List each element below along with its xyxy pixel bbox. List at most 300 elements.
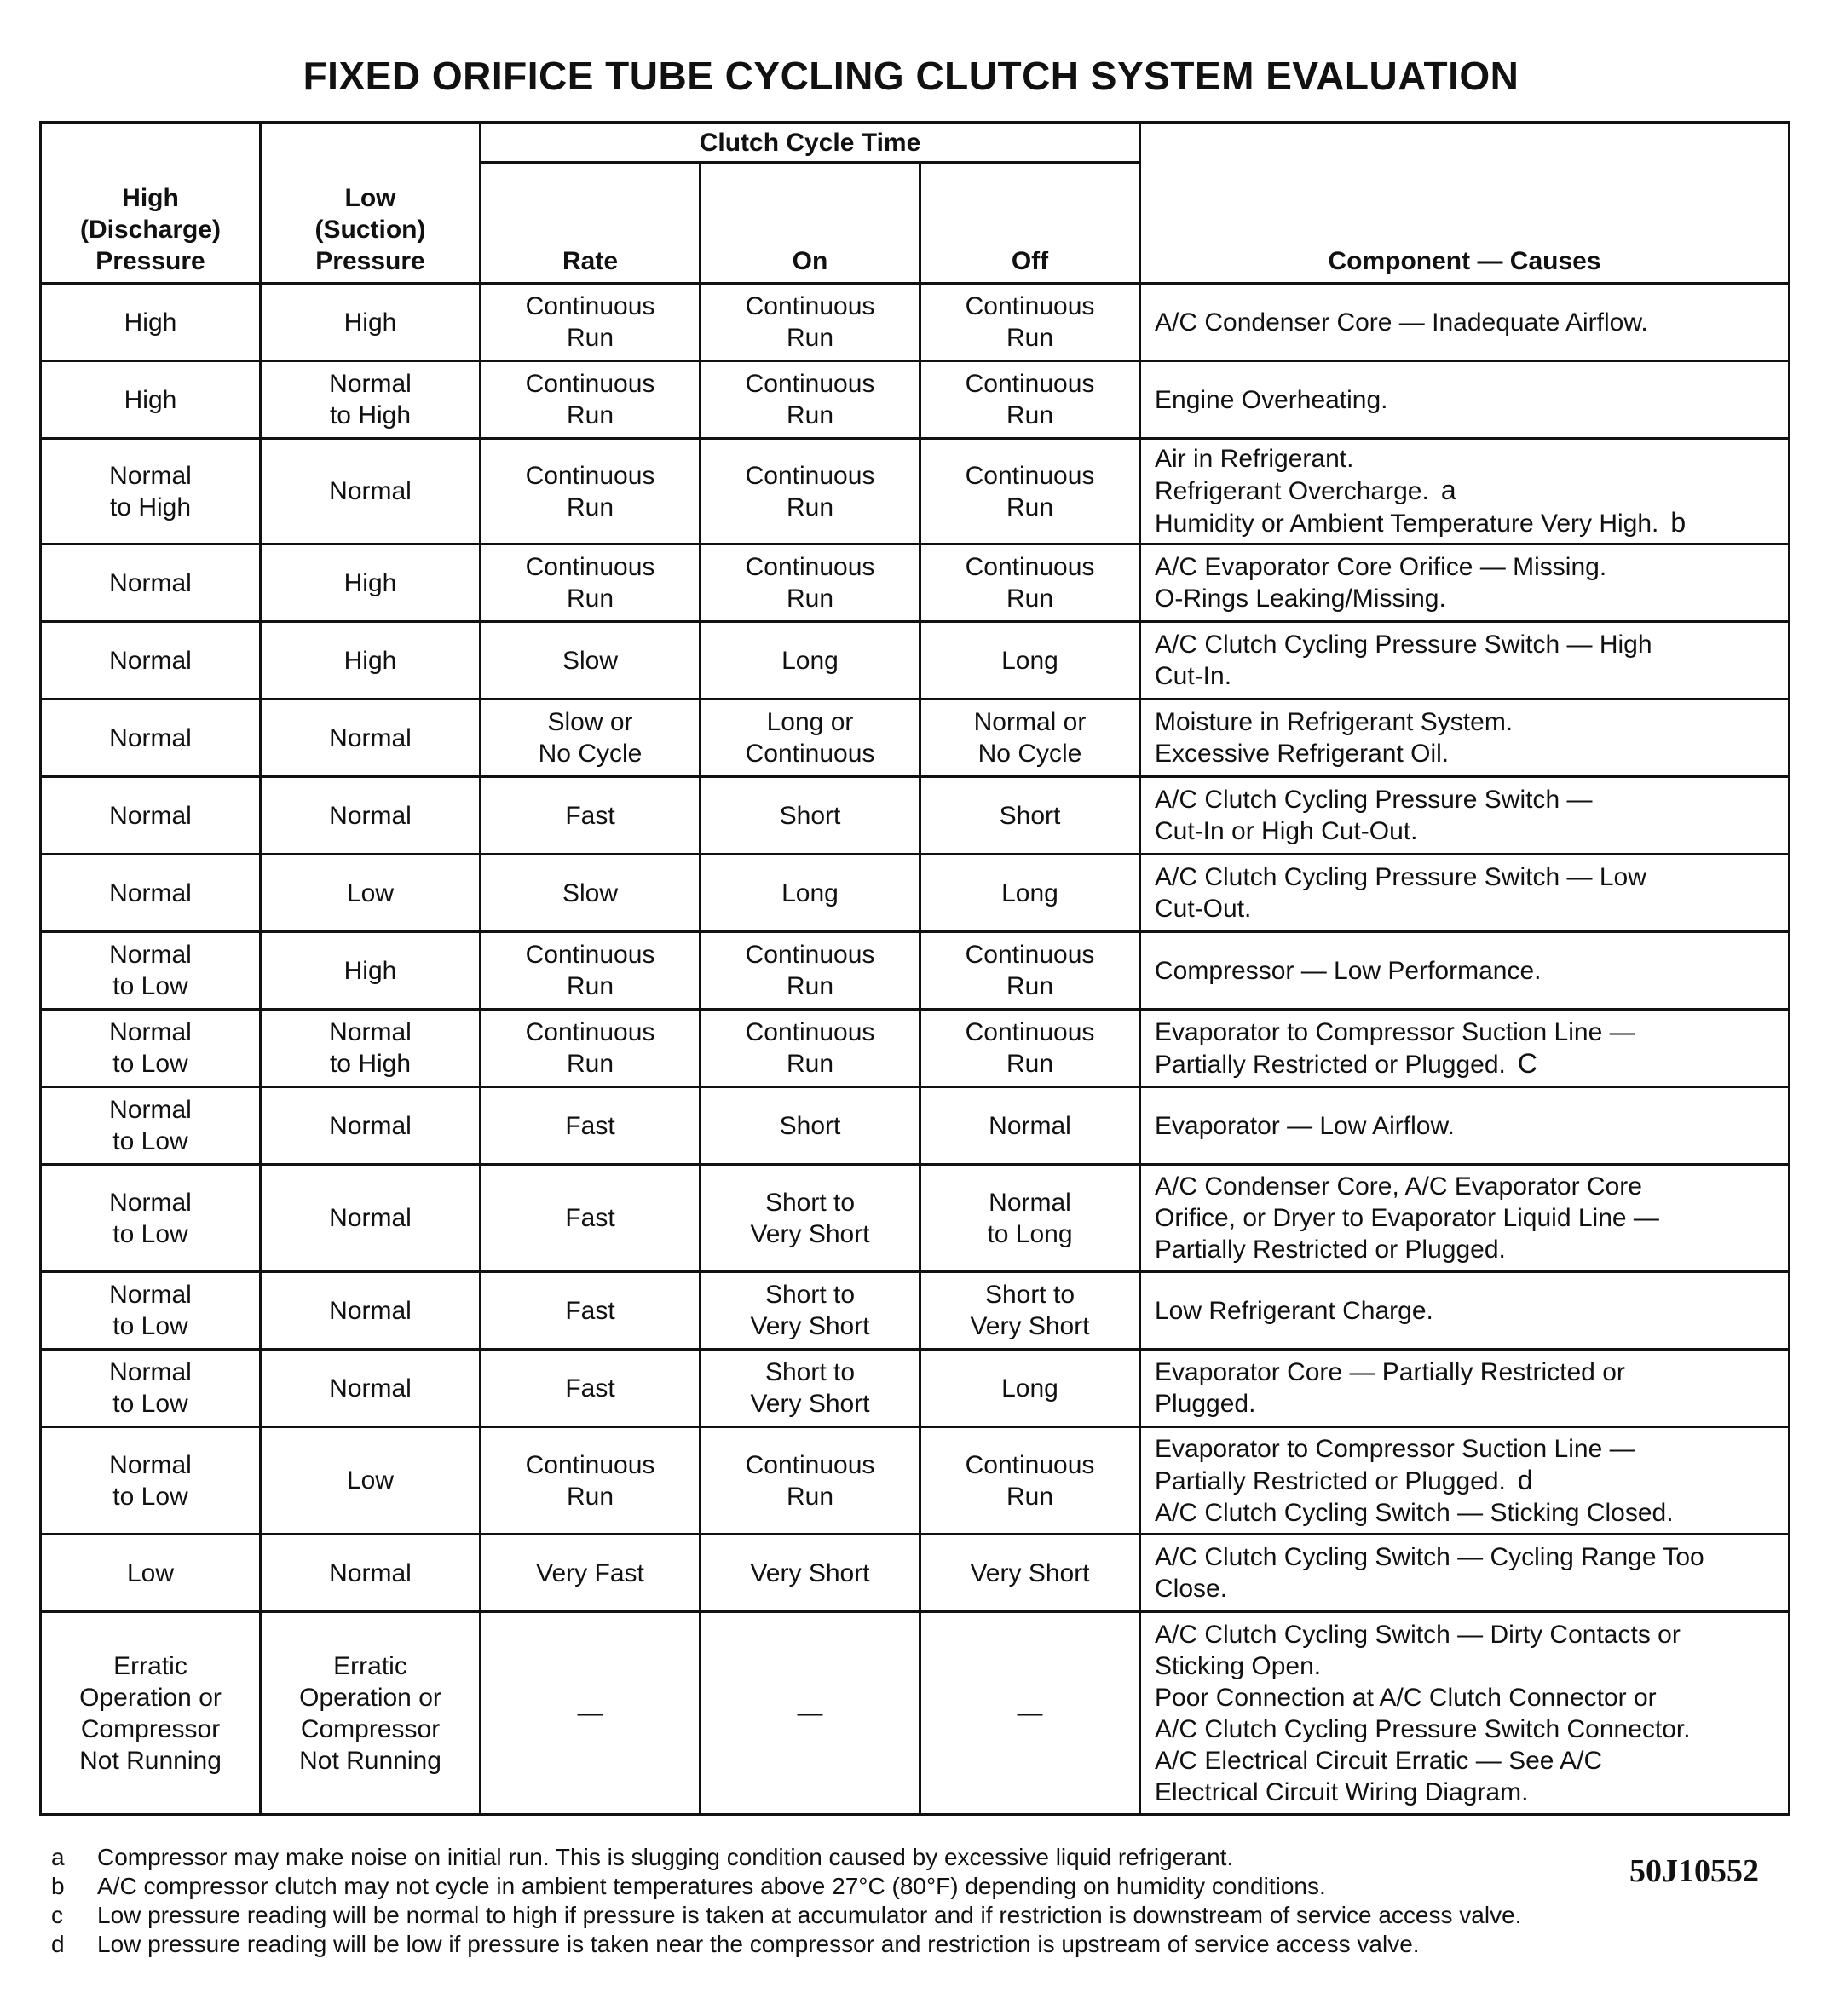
- off-cell: [920, 1010, 1140, 1087]
- low-pressure-cell: [261, 544, 481, 622]
- cause-line: [1155, 1650, 1781, 1682]
- cause-line: [1155, 507, 1781, 539]
- page-title: FIXED ORIFICE TUBE CYCLING CLUTCH SYSTEM EVALUATION: [303, 54, 1519, 98]
- on-cell: [701, 1427, 920, 1535]
- cause-text: Evaporator to Compressor Suction Line —: [1155, 1434, 1635, 1463]
- header-low-line: Low: [344, 184, 396, 212]
- cell-line: Long: [781, 878, 839, 907]
- cell-line: to Low: [112, 1050, 188, 1078]
- footnote-row: [51, 1901, 1790, 1930]
- footnote-row: [51, 1930, 1790, 1959]
- cell-line: High: [124, 308, 177, 337]
- cause-line: [1155, 1388, 1781, 1420]
- cause-line: [1155, 583, 1781, 614]
- cell-line: Compressor: [300, 1714, 441, 1743]
- cell-line: Slow: [562, 878, 619, 907]
- cause-text: A/C Condenser Core — Inadequate Airflow.: [1155, 308, 1648, 337]
- table-row: [41, 700, 1790, 777]
- cell-line: Run: [1006, 585, 1054, 613]
- footnote-text: Compressor may make noise on initial run. This is slugging condition caused by excessive liquid refrigerant.: [97, 1844, 1234, 1870]
- cause-line: [1155, 660, 1781, 692]
- cell-line: Long: [1001, 646, 1058, 675]
- cell-line: Compressor: [80, 1714, 221, 1743]
- cause-text: Cut-Out.: [1155, 895, 1252, 923]
- high-pressure-cell: [41, 777, 261, 855]
- cause-text: A/C Clutch Cycling Pressure Switch —: [1155, 786, 1593, 814]
- cause-text: O-Rings Leaking/Missing.: [1155, 585, 1446, 613]
- cause-line: [1155, 1017, 1781, 1048]
- cell-line: Low: [346, 1466, 395, 1495]
- cell-line: Continuous: [965, 461, 1095, 490]
- rate-cell: [481, 1612, 701, 1815]
- cause-line: [1155, 384, 1781, 416]
- cell-line: Normal: [109, 461, 192, 490]
- cause-line: [1155, 307, 1781, 338]
- cell-line: Normal: [329, 1111, 412, 1140]
- footnote-letter: a: [51, 1844, 65, 1870]
- cause-text: Evaporator Core — Partially Restricted or: [1155, 1358, 1625, 1386]
- cause-cell: [1140, 1165, 1790, 1272]
- cell-line: Run: [566, 1050, 614, 1078]
- cause-text: Partially Restricted or Plugged.: [1155, 1466, 1506, 1495]
- cause-cell: [1140, 1612, 1790, 1815]
- cell-line: Normal: [329, 1296, 412, 1325]
- cell-line: Run: [786, 585, 834, 613]
- cell-line: Normal or: [973, 708, 1087, 736]
- cause-line: [1155, 1465, 1781, 1497]
- cell-line: High: [343, 646, 397, 675]
- high-pressure-cell: [41, 1535, 261, 1612]
- high-pressure-cell: [41, 1427, 261, 1535]
- cell-line: Continuous: [965, 1018, 1095, 1046]
- cell-line: Normal: [109, 941, 192, 969]
- cause-cell: [1140, 1272, 1790, 1350]
- cell-line: High: [124, 385, 177, 414]
- off-cell: [920, 1087, 1140, 1165]
- cell-line: Run: [786, 324, 834, 352]
- cell-line: Low: [346, 878, 395, 907]
- footnote-marker: b: [1670, 507, 1687, 538]
- cause-text: Orifice, or Dryer to Evaporator Liquid Line —: [1155, 1204, 1659, 1232]
- cell-line: Normal: [109, 646, 192, 675]
- cause-line: [1155, 706, 1781, 738]
- cell-line: Normal: [329, 1374, 412, 1403]
- cell-line: Normal: [329, 801, 412, 830]
- cause-line: [1155, 815, 1781, 847]
- cell-line: Normal: [109, 1281, 192, 1309]
- cell-line: Erratic: [113, 1651, 187, 1680]
- rate-cell: [481, 1087, 701, 1165]
- table-row: [41, 1612, 1790, 1815]
- on-cell: [701, 1272, 920, 1350]
- cell-line: to Low: [112, 1219, 188, 1248]
- cell-line: —: [797, 1699, 823, 1727]
- cause-cell: [1140, 777, 1790, 855]
- cell-line: No Cycle: [538, 740, 643, 768]
- cell-line: Continuous: [745, 553, 875, 581]
- header-high-line: High: [122, 184, 179, 212]
- cell-line: High: [343, 308, 397, 337]
- cause-cell: [1140, 439, 1790, 544]
- rate-cell: [481, 1010, 701, 1087]
- header-rate: Rate: [481, 163, 701, 284]
- high-pressure-cell: [41, 622, 261, 700]
- on-cell: [701, 284, 920, 361]
- cause-line: [1155, 955, 1781, 987]
- low-pressure-cell: [261, 855, 481, 932]
- cell-line: Normal: [989, 1111, 1071, 1140]
- cause-cell: [1140, 1427, 1790, 1535]
- low-pressure-cell: [261, 284, 481, 361]
- cell-line: Normal: [329, 723, 412, 752]
- cell-line: Short to: [984, 1281, 1075, 1309]
- header-high-line: (Discharge): [79, 216, 222, 244]
- cell-line: to Low: [112, 1127, 188, 1155]
- on-cell: [701, 1350, 920, 1427]
- cause-line: [1155, 738, 1781, 769]
- cell-line: Continuous: [745, 292, 875, 320]
- cause-text: Partially Restricted or Plugged.: [1155, 1050, 1506, 1079]
- off-cell: [920, 439, 1140, 544]
- cause-line: [1155, 1356, 1781, 1388]
- table-row: [41, 1165, 1790, 1272]
- cause-line: [1155, 629, 1781, 660]
- cause-text: Evaporator — Low Airflow.: [1155, 1111, 1455, 1140]
- header-on: On: [701, 163, 920, 284]
- off-cell: [920, 361, 1140, 439]
- on-cell: [701, 855, 920, 932]
- cell-line: Continuous: [525, 1450, 655, 1479]
- high-pressure-cell: [41, 284, 261, 361]
- cell-line: to Low: [112, 1390, 188, 1418]
- cell-line: to Long: [987, 1219, 1073, 1248]
- rate-cell: [481, 361, 701, 439]
- cell-line: Fast: [565, 1111, 615, 1140]
- cause-cell: [1140, 700, 1790, 777]
- high-pressure-cell: [41, 1165, 261, 1272]
- footnote-row: [51, 1843, 1790, 1872]
- cause-text: Sticking Open.: [1155, 1651, 1322, 1680]
- cause-line: [1155, 551, 1781, 583]
- cell-line: Normal: [109, 1018, 192, 1046]
- low-pressure-cell: [261, 1165, 481, 1272]
- cause-line: [1155, 1110, 1781, 1142]
- cell-line: Continuous: [525, 941, 655, 969]
- cell-line: Run: [566, 972, 614, 1000]
- cause-line: [1155, 1619, 1781, 1650]
- cell-line: Fast: [565, 1374, 615, 1403]
- low-pressure-cell: [261, 439, 481, 544]
- cell-line: Long: [1001, 878, 1058, 907]
- table-row: [41, 284, 1790, 361]
- off-cell: [920, 777, 1140, 855]
- cause-cell: [1140, 855, 1790, 932]
- cell-line: to Low: [112, 972, 188, 1000]
- low-pressure-cell: [261, 1010, 481, 1087]
- cell-line: Continuous: [965, 553, 1095, 581]
- footnote-marker: C: [1517, 1047, 1537, 1079]
- cell-line: Run: [566, 324, 614, 352]
- high-pressure-cell: [41, 439, 261, 544]
- cell-line: Continuous: [965, 941, 1095, 969]
- rate-cell: [481, 1427, 701, 1535]
- cause-line: [1155, 1171, 1781, 1202]
- cell-line: Long or: [766, 708, 854, 736]
- cell-line: Run: [1006, 401, 1054, 429]
- cause-line: [1155, 1497, 1781, 1529]
- low-pressure-cell: [261, 1612, 481, 1815]
- low-pressure-cell: [261, 1350, 481, 1427]
- cause-cell: [1140, 932, 1790, 1010]
- cell-line: to High: [329, 1050, 412, 1078]
- cause-line: [1155, 893, 1781, 924]
- cell-line: —: [577, 1699, 603, 1727]
- cell-line: Short to: [764, 1281, 856, 1309]
- cell-line: Not Running: [79, 1746, 222, 1775]
- on-cell: [701, 932, 920, 1010]
- cause-text: Plugged.: [1155, 1390, 1256, 1418]
- cell-line: Normal: [109, 568, 192, 597]
- cell-line: to High: [329, 401, 412, 429]
- table-row: [41, 1087, 1790, 1165]
- cell-line: Normal: [109, 1188, 192, 1217]
- cell-line: Slow or: [547, 708, 633, 736]
- cell-line: to Low: [112, 1482, 188, 1511]
- table-row: [41, 1272, 1790, 1350]
- rate-cell: [481, 1165, 701, 1272]
- off-cell: [920, 544, 1140, 622]
- off-cell: [920, 932, 1140, 1010]
- cell-line: Normal: [109, 1450, 192, 1479]
- off-cell: [920, 1272, 1140, 1350]
- rate-cell: [481, 439, 701, 544]
- high-pressure-cell: [41, 855, 261, 932]
- cell-line: Continuous: [525, 1018, 655, 1046]
- cause-line: [1155, 443, 1781, 475]
- cause-line: [1155, 784, 1781, 815]
- on-cell: [701, 439, 920, 544]
- cause-text: Air in Refrigerant.: [1155, 445, 1354, 473]
- cause-text: Cut-In.: [1155, 662, 1232, 690]
- cell-line: Continuous: [745, 461, 875, 490]
- cell-line: Run: [1006, 1050, 1054, 1078]
- header-low-line: Pressure: [315, 247, 425, 275]
- cell-line: Short to: [764, 1358, 856, 1386]
- table-row: [41, 439, 1790, 544]
- cause-text: Low Refrigerant Charge.: [1155, 1296, 1433, 1325]
- cell-line: Operation or: [79, 1683, 222, 1712]
- cell-line: Continuous: [525, 292, 655, 320]
- cell-line: Run: [1006, 324, 1054, 352]
- low-pressure-cell: [261, 622, 481, 700]
- high-pressure-cell: [41, 1087, 261, 1165]
- cell-line: Normal: [109, 1096, 192, 1124]
- cell-line: High: [343, 568, 397, 597]
- cell-line: Normal: [109, 878, 192, 907]
- low-pressure-cell: [261, 361, 481, 439]
- cause-line: [1155, 1714, 1781, 1745]
- table-body: [41, 284, 1790, 1815]
- on-cell: [701, 361, 920, 439]
- cause-text: A/C Clutch Cycling Switch — Cycling Range Too: [1155, 1543, 1704, 1571]
- cause-cell: [1140, 544, 1790, 622]
- low-pressure-cell: [261, 1272, 481, 1350]
- cell-line: Continuous: [745, 1450, 875, 1479]
- cause-cell: [1140, 1010, 1790, 1087]
- rate-cell: [481, 284, 701, 361]
- cause-cell: [1140, 361, 1790, 439]
- rate-cell: [481, 855, 701, 932]
- footnotes: [51, 1843, 1790, 1959]
- cell-line: Continuous: [965, 292, 1095, 320]
- cause-cell: [1140, 1535, 1790, 1612]
- cell-line: Very Fast: [536, 1558, 644, 1587]
- cell-line: Normal: [109, 1358, 192, 1386]
- cell-line: Very Short: [970, 1558, 1090, 1587]
- off-cell: [920, 1350, 1140, 1427]
- cell-line: Normal: [109, 801, 192, 830]
- cell-line: Run: [1006, 972, 1054, 1000]
- cell-line: Slow: [562, 646, 619, 675]
- footnote-letter: c: [51, 1902, 63, 1928]
- off-cell: [920, 700, 1140, 777]
- rate-cell: [481, 932, 701, 1010]
- cause-text: A/C Clutch Cycling Pressure Switch — High: [1155, 631, 1652, 659]
- table-row: [41, 1010, 1790, 1087]
- cause-line: [1155, 1202, 1781, 1234]
- cause-text: Poor Connection at A/C Clutch Connector or: [1155, 1683, 1657, 1712]
- high-pressure-cell: [41, 361, 261, 439]
- cell-line: Long: [1001, 1374, 1058, 1403]
- on-cell: [701, 1087, 920, 1165]
- rate-cell: [481, 1272, 701, 1350]
- high-pressure-cell: [41, 932, 261, 1010]
- cause-text: Humidity or Ambient Temperature Very High.: [1155, 510, 1659, 538]
- cell-line: Run: [566, 585, 614, 613]
- high-pressure-cell: [41, 1272, 261, 1350]
- on-cell: [701, 544, 920, 622]
- cause-line: [1155, 1745, 1781, 1777]
- cause-text: A/C Electrical Circuit Erratic — See A/C: [1155, 1746, 1603, 1775]
- cause-line: [1155, 1541, 1781, 1573]
- cell-line: Run: [1006, 1482, 1054, 1511]
- low-pressure-cell: [261, 932, 481, 1010]
- off-cell: [920, 1535, 1140, 1612]
- on-cell: [701, 777, 920, 855]
- header-clutch-cycle-time: Clutch Cycle Time: [481, 123, 1140, 163]
- cause-text: Partially Restricted or Plugged.: [1155, 1236, 1506, 1264]
- on-cell: [701, 1165, 920, 1272]
- table-row: [41, 777, 1790, 855]
- cell-line: Run: [786, 972, 834, 1000]
- cause-text: A/C Clutch Cycling Pressure Switch Connector.: [1155, 1714, 1691, 1743]
- cell-line: Run: [786, 1050, 834, 1078]
- cell-line: Very Short: [970, 1312, 1090, 1340]
- cause-line: [1155, 1048, 1781, 1080]
- on-cell: [701, 1535, 920, 1612]
- footnote-marker: d: [1517, 1464, 1533, 1495]
- cell-line: Not Running: [299, 1746, 441, 1775]
- cell-line: Run: [566, 401, 614, 429]
- cell-line: Continuous: [745, 740, 875, 768]
- rate-cell: [481, 1535, 701, 1612]
- footnote-letter: d: [51, 1931, 65, 1957]
- off-cell: [920, 622, 1140, 700]
- cell-line: Very Short: [750, 1390, 870, 1418]
- cause-text: A/C Clutch Cycling Switch — Sticking Closed.: [1155, 1498, 1674, 1527]
- cause-text: A/C Clutch Cycling Switch — Dirty Contacts or: [1155, 1620, 1681, 1649]
- cause-text: Refrigerant Overcharge.: [1155, 477, 1429, 505]
- cause-text: Moisture in Refrigerant System.: [1155, 708, 1514, 736]
- rate-cell: [481, 1350, 701, 1427]
- cell-line: to High: [109, 492, 192, 521]
- table-row: [41, 622, 1790, 700]
- cell-line: Normal: [109, 723, 192, 752]
- cell-line: Continuous: [525, 461, 655, 490]
- cell-line: Short: [779, 1111, 841, 1140]
- cell-line: Run: [566, 492, 614, 521]
- low-pressure-cell: [261, 700, 481, 777]
- cell-line: Normal: [329, 1558, 412, 1587]
- document-id: 50J10552: [1629, 1853, 1759, 1889]
- cell-line: Low: [126, 1558, 175, 1587]
- high-pressure-cell: [41, 1010, 261, 1087]
- high-pressure-cell: [41, 1350, 261, 1427]
- table-row: [41, 544, 1790, 622]
- off-cell: [920, 1427, 1140, 1535]
- cause-cell: [1140, 1350, 1790, 1427]
- rate-cell: [481, 544, 701, 622]
- cause-text: Excessive Refrigerant Oil.: [1155, 740, 1450, 768]
- cell-line: Normal: [989, 1188, 1071, 1217]
- cell-line: Normal: [329, 370, 412, 398]
- cause-line: [1155, 1433, 1781, 1465]
- cell-line: Continuous: [745, 370, 875, 398]
- cell-line: Short: [999, 801, 1061, 830]
- cause-text: Cut-In or High Cut-Out.: [1155, 817, 1418, 845]
- cause-line: [1155, 1682, 1781, 1714]
- cause-line: [1155, 1777, 1781, 1808]
- footnote-row: [51, 1872, 1790, 1901]
- cell-line: Fast: [565, 1296, 615, 1325]
- cause-text: A/C Condenser Core, A/C Evaporator Core: [1155, 1172, 1642, 1201]
- on-cell: [701, 700, 920, 777]
- cell-line: Run: [566, 1482, 614, 1511]
- cause-text: Engine Overheating.: [1155, 385, 1388, 414]
- rate-cell: [481, 777, 701, 855]
- on-cell: [701, 622, 920, 700]
- cell-line: Normal: [329, 1204, 412, 1232]
- cell-line: Continuous: [965, 1450, 1095, 1479]
- cell-line: Continuous: [525, 370, 655, 398]
- cell-line: Long: [781, 646, 839, 675]
- cell-line: No Cycle: [977, 740, 1082, 768]
- cell-line: Normal: [329, 1018, 412, 1046]
- off-cell: [920, 1165, 1140, 1272]
- cell-line: Run: [1006, 492, 1054, 521]
- table-row: [41, 361, 1790, 439]
- cause-cell: [1140, 622, 1790, 700]
- cell-line: Normal: [329, 477, 412, 505]
- cell-line: Continuous: [965, 370, 1095, 398]
- header-component-causes: Component — Causes: [1140, 123, 1790, 284]
- cell-line: Very Short: [750, 1219, 870, 1248]
- footnote-text: Low pressure reading will be low if pressure is taken near the compressor and restriction is upstream of service access valve.: [97, 1931, 1420, 1957]
- table-row: [41, 1535, 1790, 1612]
- off-cell: [920, 1612, 1140, 1815]
- cause-line: [1155, 1234, 1781, 1265]
- header-off: Off: [920, 163, 1140, 284]
